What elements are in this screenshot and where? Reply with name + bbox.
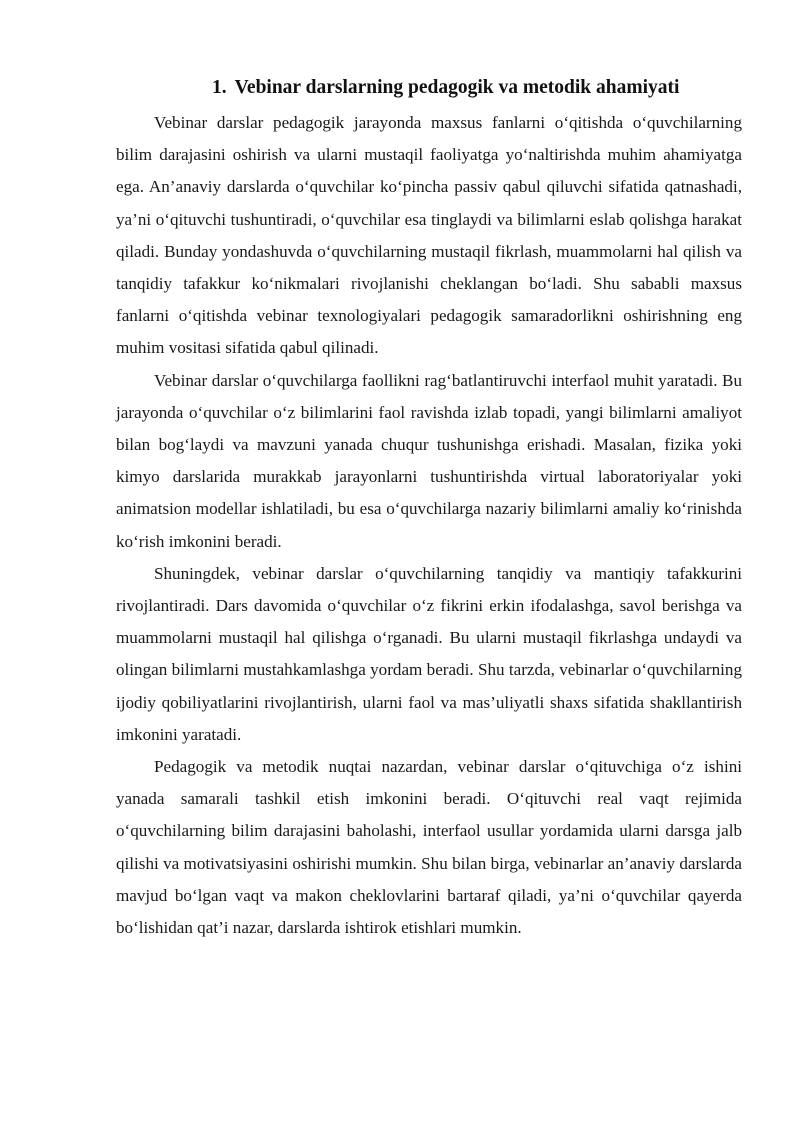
paragraph: Vebinar darslar o‘quvchilarga faollikni rag‘batlantiruvchi interfaol muhit yaratadi. Bu jarayonda o‘quvchilar o‘z bilimlarini faol ravishda izlab topadi, yangi bilimlarni amaliyot bilan bog‘laydi va mavzuni yanada chuqur tushunishga erishadi. Masalan, fizika yoki kimyo darslarida murakkab jarayonlarni tushuntirishda virtual laboratoriyalar yoki animatsion modellar ishlatiladi, bu esa o‘quvchilarga nazariy bilimlarni amaliy ko‘rinishda ko‘rish imkonini beradi. (116, 370, 742, 551)
section-number: 1. (212, 77, 227, 98)
paragraph: Shuningdek, vebinar darslar o‘quvchilarning tanqidiy va mantiqiy tafakkurini rivojlantiradi. Dars davomida o‘quvchilar o‘z fikrini erkin ifodalashga, savol berishga va muammolarni mustaqil hal qilishga o‘rganadi. Bu ularni mustaqil fikrlashga undaydi va olingan bilimlarni mustahkamlashga yordam beradi. Shu tarzda, vebinarlar o‘quvchilarning ijodiy qobiliyatlarini rivojlantirish, ularni faol va mas’uliyatli shaxs sifatida shakllantirish imkonini yaratadi. (116, 563, 742, 744)
document-body (116, 107, 742, 944)
paragraph: Pedagogik va metodik nuqtai nazardan, vebinar darslar o‘qituvchiga o‘z ishini yanada samarali tashkil etish imkonini beradi. O‘qituvchi real vaqt rejimida o‘quvchilarning bilim darajasini baholashi, interfaol usullar yordamida ularni darsga jalb qilishi va motivatsiyasini oshirishi mumkin. Shu bilan birga, vebinarlar an’anaviy darslarda mavjud bo‘lgan vaqt va makon cheklovlarini bartaraf qiladi, ya’ni o‘quvchilar qayerda bo‘lishidan qat’i nazar, darslarda ishtirok etishlari mumkin. (116, 757, 742, 938)
paragraph: Vebinar darslar pedagogik jarayonda maxsus fanlarni o‘qitishda o‘quvchilarning bilim darajasini oshirish va ularni mustaqil faoliyatga yo‘naltirishda muhim ahamiyatga ega. An’anaviy darslarda o‘quvchilar ko‘pincha passiv qabul qiluvchi sifatida qatnashadi, ya’ni o‘qituvchi tushuntiradi, o‘quvchilar esa tinglaydi va bilimlarni eslab qolishga harakat qiladi. Bunday yondashuvda o‘quvchilarning mustaqil fikrlash, muammolarni hal qilish va tanqidiy tafakkur ko‘nikmalari rivojlanishi cheklangan bo‘ladi. Shu sababli maxsus fanlarni o‘qitishda vebinar texnologiyalari pedagogik samaradorlikni oshirishning eng muhim vositasi sifatida qabul qilinadi. (116, 113, 742, 358)
section-title: Vebinar darslarning pedagogik va metodik ahamiyati (234, 77, 680, 98)
section-heading (212, 77, 679, 99)
